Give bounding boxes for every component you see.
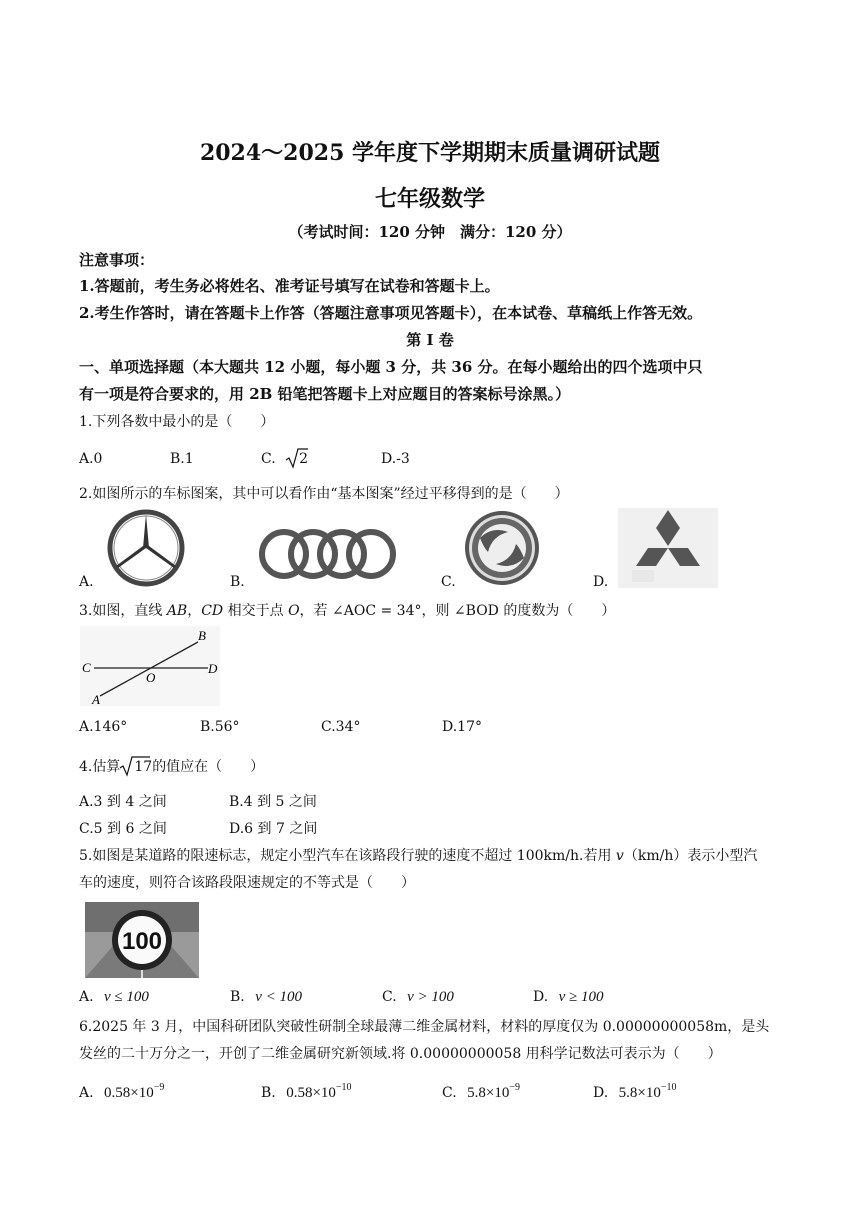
q6-option-d-base: 5.8×10	[618, 1085, 661, 1101]
q5-option-c	[382, 989, 454, 1006]
exam-subtitle: 七年级数学	[374, 186, 485, 212]
q5-option-d-expr: v ≥ 100	[558, 989, 604, 1005]
q3-stem-mid: 相交于点	[223, 603, 289, 619]
q2-option-c: C.	[441, 574, 456, 590]
q5-option-b	[230, 989, 302, 1006]
q4-option-a: A.3 到 4 之间	[79, 794, 167, 810]
q5-option-a	[79, 989, 149, 1006]
q2-option-a: A.	[79, 574, 94, 590]
q3-stem-prefix: 3.如图，直线	[79, 603, 167, 619]
q3-option-d: D.17°	[442, 719, 482, 735]
q5-option-c-prefix: C.	[382, 989, 397, 1005]
q1-option-c-radicand: 2	[299, 451, 309, 467]
q6-line1: 6.2025 年 3 月，中国科研团队突破性研制全球最薄二维金属材料，材料的厚度仅为 0.00000000058m，是头	[79, 1019, 770, 1035]
exam-title: 2024～2025 学年度下学期期末质量调研试题	[199, 140, 661, 166]
q1-option-d: D.-3	[381, 451, 410, 467]
q4-option-c: C.5 到 6 之间	[79, 821, 167, 837]
q5-option-d	[533, 989, 604, 1006]
q3-condition: ，若 ∠AOC = 34°，则 ∠BOD 的度数为（ ）	[299, 603, 616, 619]
q4-stem	[79, 756, 264, 776]
q5-option-d-prefix: D.	[533, 989, 549, 1005]
q3-point-o: O	[288, 603, 300, 619]
q1-option-c	[261, 451, 308, 467]
q4-radicand: 17	[134, 759, 153, 775]
notes-heading: 注意事项：	[79, 251, 155, 269]
q6-option-a-expr	[104, 1082, 165, 1101]
sqrt-2	[288, 451, 308, 467]
q3-sep: ，	[187, 603, 202, 619]
q5-line1-a: 5.如图是某道路的限速标志，规定小型汽车在该路段行驶的速度不超过 100km/h.若用	[79, 848, 616, 864]
q3-option-b: B.56°	[200, 719, 240, 735]
q4-stem-prefix: 4.估算	[79, 759, 121, 775]
q5-option-a-expr: v ≤ 100	[104, 989, 149, 1005]
q6-option-b	[261, 1082, 352, 1102]
mercedes-logo-icon	[106, 508, 186, 588]
q6-option-c	[442, 1082, 520, 1102]
q6-option-c-prefix: C.	[442, 1085, 457, 1101]
q3-line-cd: CD	[201, 603, 224, 619]
q6-option-c-exponent: −9	[509, 1082, 520, 1093]
q6-option-d	[593, 1082, 677, 1102]
q5-option-c-expr: v > 100	[407, 989, 454, 1005]
q3-stem	[79, 600, 615, 620]
q6-option-a-prefix: A.	[79, 1085, 94, 1101]
dongfeng-logo-icon	[462, 508, 542, 588]
section1-line2: 有一项是符合要求的，用 2B 铅笔把答题卡上对应题目的答案标号涂黑。）	[79, 385, 571, 403]
q1-option-a: A.0	[79, 451, 103, 467]
q2-option-b: B.	[230, 574, 245, 590]
q6-option-b-prefix: B.	[261, 1085, 276, 1101]
q6-option-c-base: 5.8×10	[467, 1085, 510, 1101]
q6-option-d-expr	[618, 1082, 677, 1101]
q3-option-c: C.34°	[321, 719, 361, 735]
exam-info: （考试时间：120 分钟 满分：120 分）	[288, 223, 572, 241]
q2-stem: 2.如图所示的车标图案，其中可以看作由“基本图案”经过平移得到的是（ ）	[79, 486, 569, 502]
note-item-1: 1.答题前，考生务必将姓名、准考证号填写在试卷和答题卡上。	[79, 277, 500, 295]
q6-option-b-exponent: −10	[335, 1082, 352, 1093]
q5-line2: 车的速度，则符合该路段限速规定的不等式是（ ）	[79, 875, 415, 891]
q6-option-d-prefix: D.	[593, 1085, 609, 1101]
q3-line-ab: AB	[166, 603, 188, 619]
note-item-2: 2.考生作答时，请在答题卡上作答（答题注意事项见答题卡），在本试卷、草稿纸上作答无效。	[79, 304, 703, 322]
q5-line1	[79, 845, 757, 865]
label-b: B	[198, 628, 206, 643]
audi-rings-logo-icon	[257, 526, 397, 582]
q6-option-b-expr	[286, 1082, 352, 1101]
q6-option-a	[79, 1082, 164, 1102]
volume-label: 第 I 卷	[406, 331, 454, 349]
q5-line1-b: （km/h）表示小型汽	[623, 848, 758, 864]
q6-option-a-exponent: −9	[153, 1082, 165, 1093]
q6-option-c-expr	[467, 1082, 520, 1101]
q4-stem-suffix: 的值应在（ ）	[152, 759, 265, 775]
speed-limit-sign-photo	[85, 902, 199, 978]
label-d: D	[208, 661, 218, 676]
radical-sign-icon	[286, 447, 308, 469]
sqrt-17	[122, 759, 152, 775]
section1-line1: 一、单项选择题（本大题共 12 小题，每小题 3 分，共 36 分。在每小题给出的四个选项中只	[79, 358, 703, 376]
q6-line2: 发丝的二十万分之一，开创了二维金属研究新领域.将 0.00000000058 用科学记数法可表示为（ ）	[79, 1046, 722, 1062]
q1-option-c-prefix: C.	[261, 451, 276, 467]
q1-stem: 1.下列各数中最小的是（ ）	[79, 414, 275, 430]
speed-sign-number: 100	[121, 928, 163, 955]
q5-option-b-expr: v < 100	[255, 989, 302, 1005]
label-c: C	[82, 660, 91, 675]
mitsubishi-logo-icon	[618, 508, 718, 588]
radical-sign-icon	[120, 755, 152, 777]
q4-option-b: B.4 到 5 之间	[229, 794, 317, 810]
q5-option-b-prefix: B.	[230, 989, 245, 1005]
q3-option-a: A.146°	[79, 719, 128, 735]
q5-option-a-prefix: A.	[79, 989, 94, 1005]
q6-option-a-base: 0.58×10	[104, 1085, 154, 1101]
q2-option-d: D.	[593, 574, 609, 590]
q1-option-b: B.1	[170, 451, 194, 467]
q5-variable: v	[615, 848, 624, 864]
q6-option-d-exponent: −10	[660, 1082, 677, 1093]
q4-option-d: D.6 到 7 之间	[229, 821, 318, 837]
q6-option-b-base: 0.58×10	[286, 1085, 336, 1101]
label-a: A	[92, 692, 100, 707]
q3-intersecting-lines-diagram	[80, 626, 220, 706]
label-o: O	[146, 670, 156, 685]
